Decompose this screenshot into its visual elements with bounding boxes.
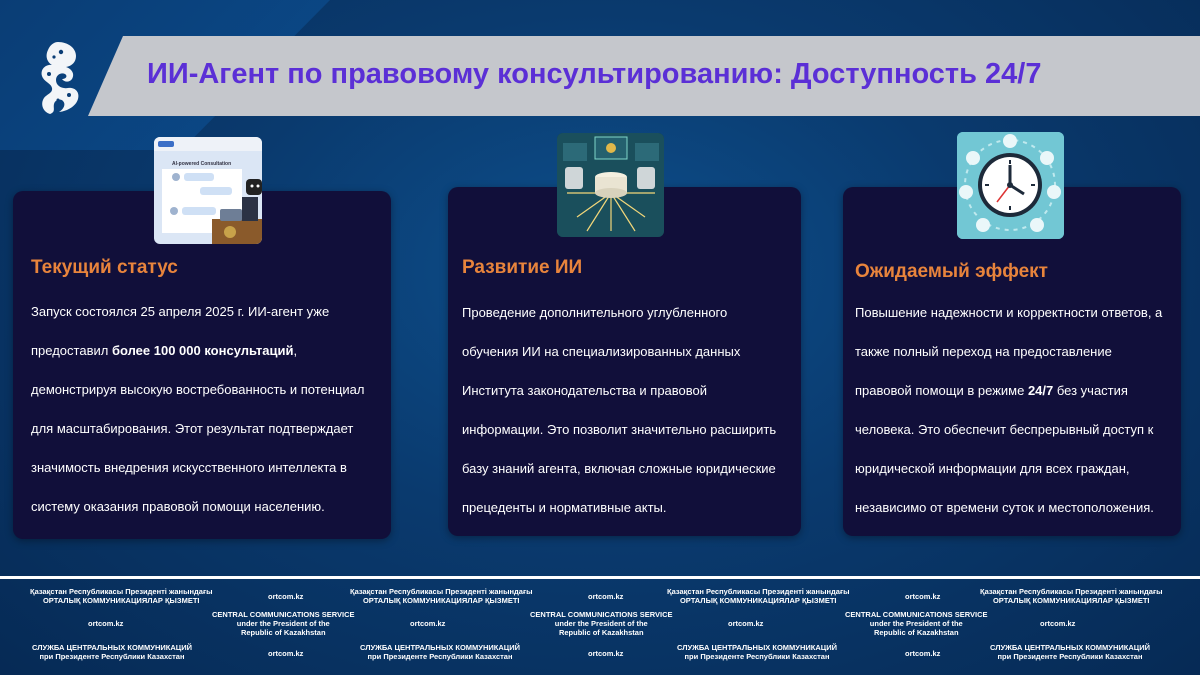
clock-illustration xyxy=(957,132,1064,239)
footer-kz-block: Қазақстан Республикасы Президенті жанындағы ОРТАЛЫҚ КОММУНИКАЦИЯЛАР ҚЫЗМЕТІ xyxy=(350,587,533,605)
card-title: Текущий статус xyxy=(31,257,178,278)
footer-en-block: CENTRAL COMMUNICATIONS SERVICE under the President of the Republic of Kazakhstan xyxy=(845,610,988,637)
card-title: Ожидаемый эффект xyxy=(855,261,1048,282)
footer-site: ortcom.kz xyxy=(728,619,764,628)
chat-app-label: AI-powered Consultation xyxy=(172,161,232,167)
footer-en-block: CENTRAL COMMUNICATIONS SERVICE under the President of the Republic of Kazakhstan xyxy=(530,610,673,637)
footer-kz-block: Қазақстан Республикасы Президенті жанындағы ОРТАЛЫҚ КОММУНИКАЦИЯЛАР ҚЫЗМЕТІ xyxy=(980,587,1163,605)
chat-consultation-illustration xyxy=(154,137,262,244)
footer-site: ortcom.kz xyxy=(88,619,124,628)
page-title: ИИ-Агент по правовому консультированию: Доступность 24/7 xyxy=(147,58,1042,90)
footer-site: ortcom.kz xyxy=(588,592,624,601)
card-text: Проведение дополнительного углубленного обучения ИИ на специализированных данных Института законодательства и правовой информации. Это позволит значительно расширить базу знаний агента, включая сложные юридические прецеденты и нормативные акты. xyxy=(462,305,777,515)
footer-site: ortcom.kz xyxy=(268,649,304,658)
database-network-illustration xyxy=(557,133,664,237)
footer-site: ortcom.kz xyxy=(410,619,446,628)
card-text: Повышение надежности и корректности ответов, а также полный переход на предоставление правовой помощи в режиме 24/7 без участия человека. Это обеспечит беспрерывный доступ к юридической информации для всех граждан, независимо от времени суток и местоположения. xyxy=(855,305,1163,515)
footer-site: ortcom.kz xyxy=(905,649,941,658)
footer-ru-block: СЛУЖБА ЦЕНТРАЛЬНЫХ КОММУНИКАЦИЙ при Президенте Республики Казахстан xyxy=(360,643,521,661)
card-ai-development xyxy=(448,187,801,536)
footer-en-block: CENTRAL COMMUNICATIONS SERVICE under the President of the Republic of Kazakhstan xyxy=(212,610,355,637)
footer-ru-block: СЛУЖБА ЦЕНТРАЛЬНЫХ КОММУНИКАЦИЙ при Президенте Республики Казахстан xyxy=(990,643,1151,661)
footer-site: ortcom.kz xyxy=(1040,619,1076,628)
footer-site: ortcom.kz xyxy=(905,592,941,601)
footer-site: ortcom.kz xyxy=(588,649,624,658)
footer-ru-block: СЛУЖБА ЦЕНТРАЛЬНЫХ КОММУНИКАЦИЙ при Президенте Республики Казахстан xyxy=(32,643,193,661)
footer-kz-block: Қазақстан Республикасы Президенті жанындағы ОРТАЛЫҚ КОММУНИКАЦИЯЛАР ҚЫЗМЕТІ xyxy=(667,587,850,605)
footer-kz-block: Қазақстан Республикасы Президенті жанындағы ОРТАЛЫҚ КОММУНИКАЦИЯЛАР ҚЫЗМЕТІ xyxy=(30,587,213,605)
card-title: Развитие ИИ xyxy=(462,257,583,278)
footer-ru-block: СЛУЖБА ЦЕНТРАЛЬНЫХ КОММУНИКАЦИЙ при Президенте Республики Казахстан xyxy=(677,643,838,661)
card-text: Запуск состоялся 25 апреля 2025 г. ИИ-агент уже предоставил более 100 000 консультаций, демонстрируя высокую востребованность и потенциал для масштабирования. Этот результат подтверждает значимость внедрения искусственного интеллекта в систему оказания правовой помощи населению. xyxy=(31,304,365,514)
snow-leopard-logo xyxy=(28,38,88,118)
footer-pattern xyxy=(0,579,1200,675)
card-expected-effect xyxy=(843,187,1181,536)
footer-site: ortcom.kz xyxy=(268,592,304,601)
